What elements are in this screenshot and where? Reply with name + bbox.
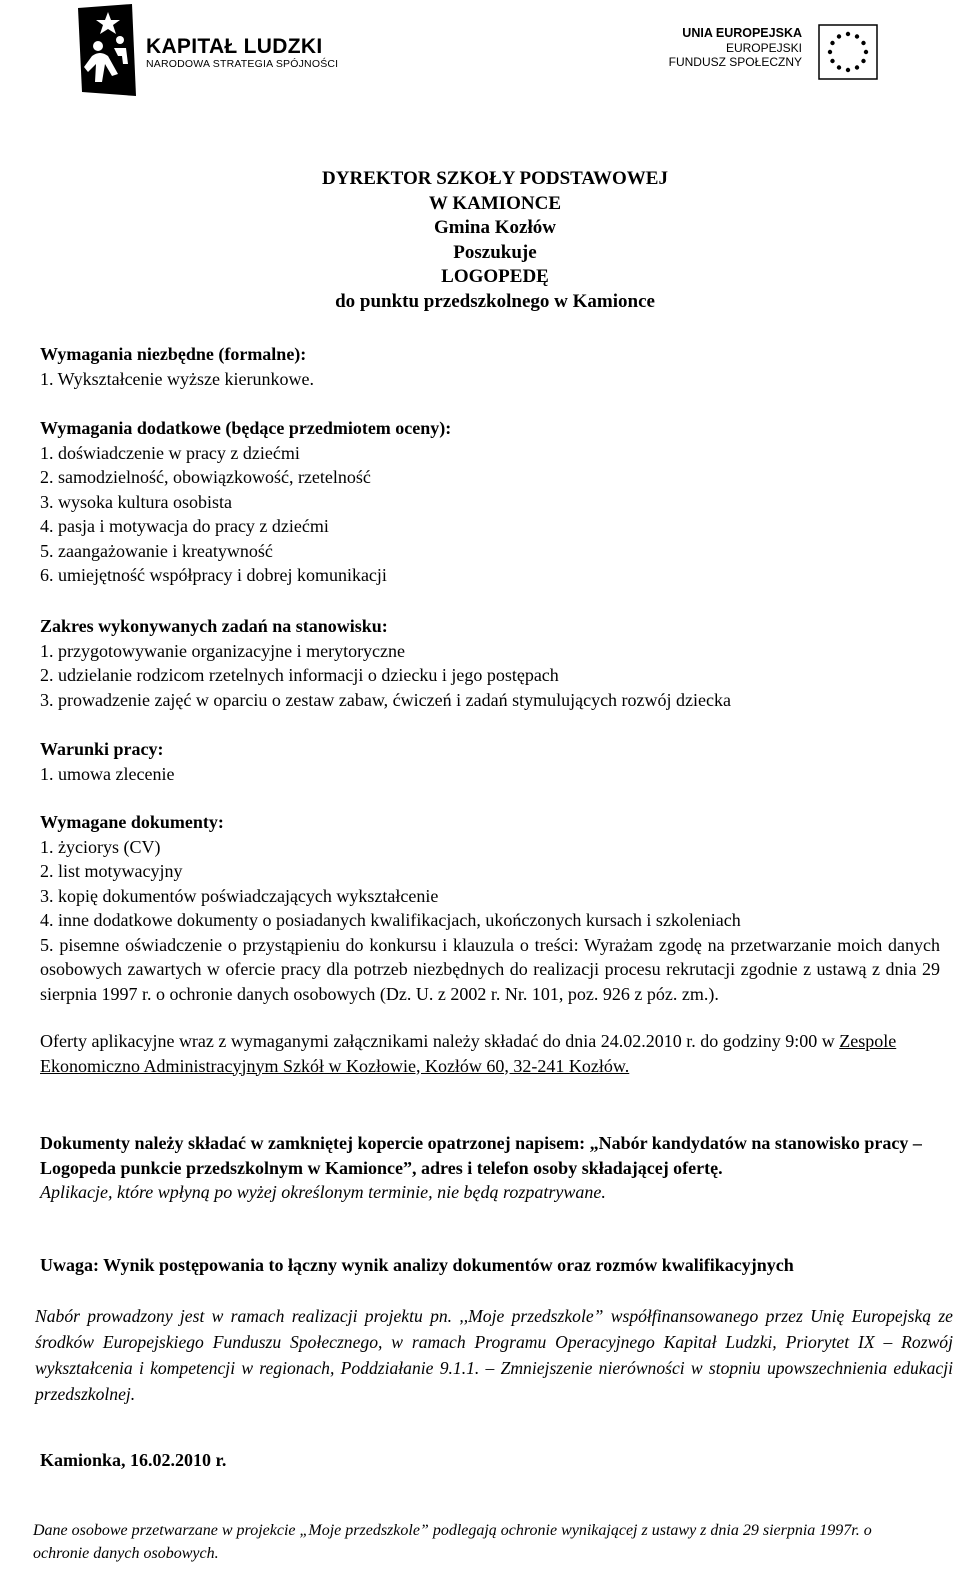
eu-logo bbox=[668, 26, 878, 78]
submission-instructions bbox=[40, 1131, 940, 1205]
list-item: 3. prowadzenie zajęć w oparciu o zestaw zabaw, ćwiczeń i zadań stymulujących rozwój dziecka bbox=[40, 689, 731, 710]
section-title: Warunki pracy: bbox=[40, 739, 164, 759]
offer-deadline bbox=[40, 1029, 940, 1078]
additional-requirements bbox=[40, 416, 940, 588]
list-item: 3. wysoka kultura osobista bbox=[40, 491, 232, 512]
work-conditions bbox=[40, 737, 940, 786]
logo-title: KAPITAŁ LUDZKI bbox=[146, 35, 323, 58]
heading-line: do punktu przedszkolnego w Kamionce bbox=[335, 290, 655, 312]
offer-text: Oferty aplikacyjne wraz z wymaganymi załącznikami należy składać do dnia 24.02.2010 r. do godziny 9:00 w bbox=[40, 1031, 840, 1051]
list-item: 5. pisemne oświadczenie o przystąpieniu do konkursu i klauzula o treści: Wyrażam zgodę na przetwarzanie moich danych osobowych zawartych w ofercie pracy dla potrzeb niezbędnych do realizacji procesu rekrutacji zgodnie z ustawą z dnia 29 sierpnia 1997 r. o ochronie danych osobowych (Dz. U. z 2002 r. Nr. 101, poz. 926 z póz. zm.). bbox=[40, 934, 940, 1004]
section-title: Wymagania dodatkowe (będące przedmiotem oceny): bbox=[40, 418, 452, 438]
heading-line: W KAMIONCE bbox=[428, 192, 562, 214]
project-info: Nabór prowadzony jest w ramach realizacji projektu pn. ,,Moje przedszkole” współfinansowanego przez Unię Europejską ze środków Europejskiego Funduszu Społecznego, w ramach Programu Operacyjnego Kapitał Ludzki, Priorytet IX – Rozwój wykształcenia i kompetencji w regionach, Poddziałanie 9.1.1. – Zmniejszenie nierówności w stopniu upowszechnienia edukacji przedszkolnej. bbox=[35, 1306, 953, 1404]
logo-subtitle: NARODOWA STRATEGIA SPÓJNOŚCI bbox=[146, 58, 339, 70]
eu-logo-line3: FUNDUSZ SPOŁECZNY bbox=[668, 55, 802, 69]
list-item: 1. życiorys (CV) bbox=[40, 836, 161, 857]
required-documents bbox=[40, 810, 940, 1006]
result-note: Uwaga: Wynik postępowania to łączny wynik analizy dokumentów oraz rozmów kwalifikacyjnych bbox=[40, 1255, 794, 1275]
announcement-heading bbox=[280, 167, 710, 314]
list-item: 1. umowa zlecenie bbox=[40, 763, 175, 784]
list-item: 1. przygotowywanie organizacyjne i merytoryczne bbox=[40, 640, 406, 661]
list-item: 2. samodzielność, obowiązkowość, rzetelność bbox=[40, 467, 371, 487]
formal-requirements bbox=[40, 342, 940, 391]
heading-line: LOGOPEDĘ bbox=[441, 266, 549, 287]
kapital-ludzki-logo bbox=[78, 4, 348, 96]
list-item: 2. udzielanie rodzicom rzetelnych informacji o dziecku i jego postępach bbox=[40, 665, 559, 685]
job-tasks bbox=[40, 614, 940, 712]
document-date: Kamionka, 16.02.2010 r. bbox=[40, 1450, 227, 1470]
section-title: Zakres wykonywanych zadań na stanowisku: bbox=[40, 616, 388, 636]
eu-flag-icon bbox=[818, 24, 878, 80]
heading-line: Poszukuje bbox=[453, 241, 537, 263]
list-item: 4. pasja i motywacja do pracy z dziećmi bbox=[40, 516, 329, 536]
submission-text: Dokumenty należy składać w zamkniętej kopercie opatrzonej napisem: „Nabór kandydatów na stanowisko pracy – Logopeda punkcie przedszkolnym w Kamionce”, adres i telefon osoby składającej ofertę. bbox=[40, 1133, 922, 1178]
data-protection-note: Dane osobowe przetwarzane w projekcie „Moje przedszkole” podlegają ochronie wynikającej z ustawy z dnia 29 sierpnia 1997r. o ochronie danych osobowych. bbox=[33, 1522, 872, 1562]
kapital-ludzki-logo-icon bbox=[78, 4, 136, 96]
list-item: 6. umiejętność współpracy i dobrej komunikacji bbox=[40, 565, 387, 585]
eu-logo-line2: EUROPEJSKI bbox=[725, 41, 802, 55]
list-item: 2. list motywacyjny bbox=[40, 861, 183, 881]
late-applications-note: Aplikacje, które wpłyną po wyżej określonym terminie, nie będą rozpatrywane. bbox=[40, 1182, 606, 1202]
section-title: Wymagania niezbędne (formalne): bbox=[40, 344, 307, 364]
list-item: 4. inne dodatkowe dokumenty o posiadanych kwalifikacjach, ukończonych kursach i szkoleniach bbox=[40, 910, 741, 930]
eu-logo-line1: UNIA EUROPEJSKA bbox=[682, 26, 802, 40]
section-title: Wymagane dokumenty: bbox=[40, 812, 224, 832]
list-item: 3. kopię dokumentów poświadczających wykształcenie bbox=[40, 885, 439, 906]
list-item: 5. zaangażowanie i kreatywność bbox=[40, 540, 273, 561]
list-item: 1. Wykształcenie wyższe kierunkowe. bbox=[40, 368, 314, 389]
heading-line: Gmina Kozłów bbox=[434, 217, 556, 238]
heading-line: DYREKTOR SZKOŁY PODSTAWOWEJ bbox=[322, 168, 668, 189]
list-item: 1. doświadczenie w pracy z dziećmi bbox=[40, 442, 300, 463]
offer-address: Zespole Ekonomiczno Administracyjnym Szkół w Kozłowie, Kozłów 60, 32-241 Kozłów. bbox=[40, 1031, 897, 1076]
